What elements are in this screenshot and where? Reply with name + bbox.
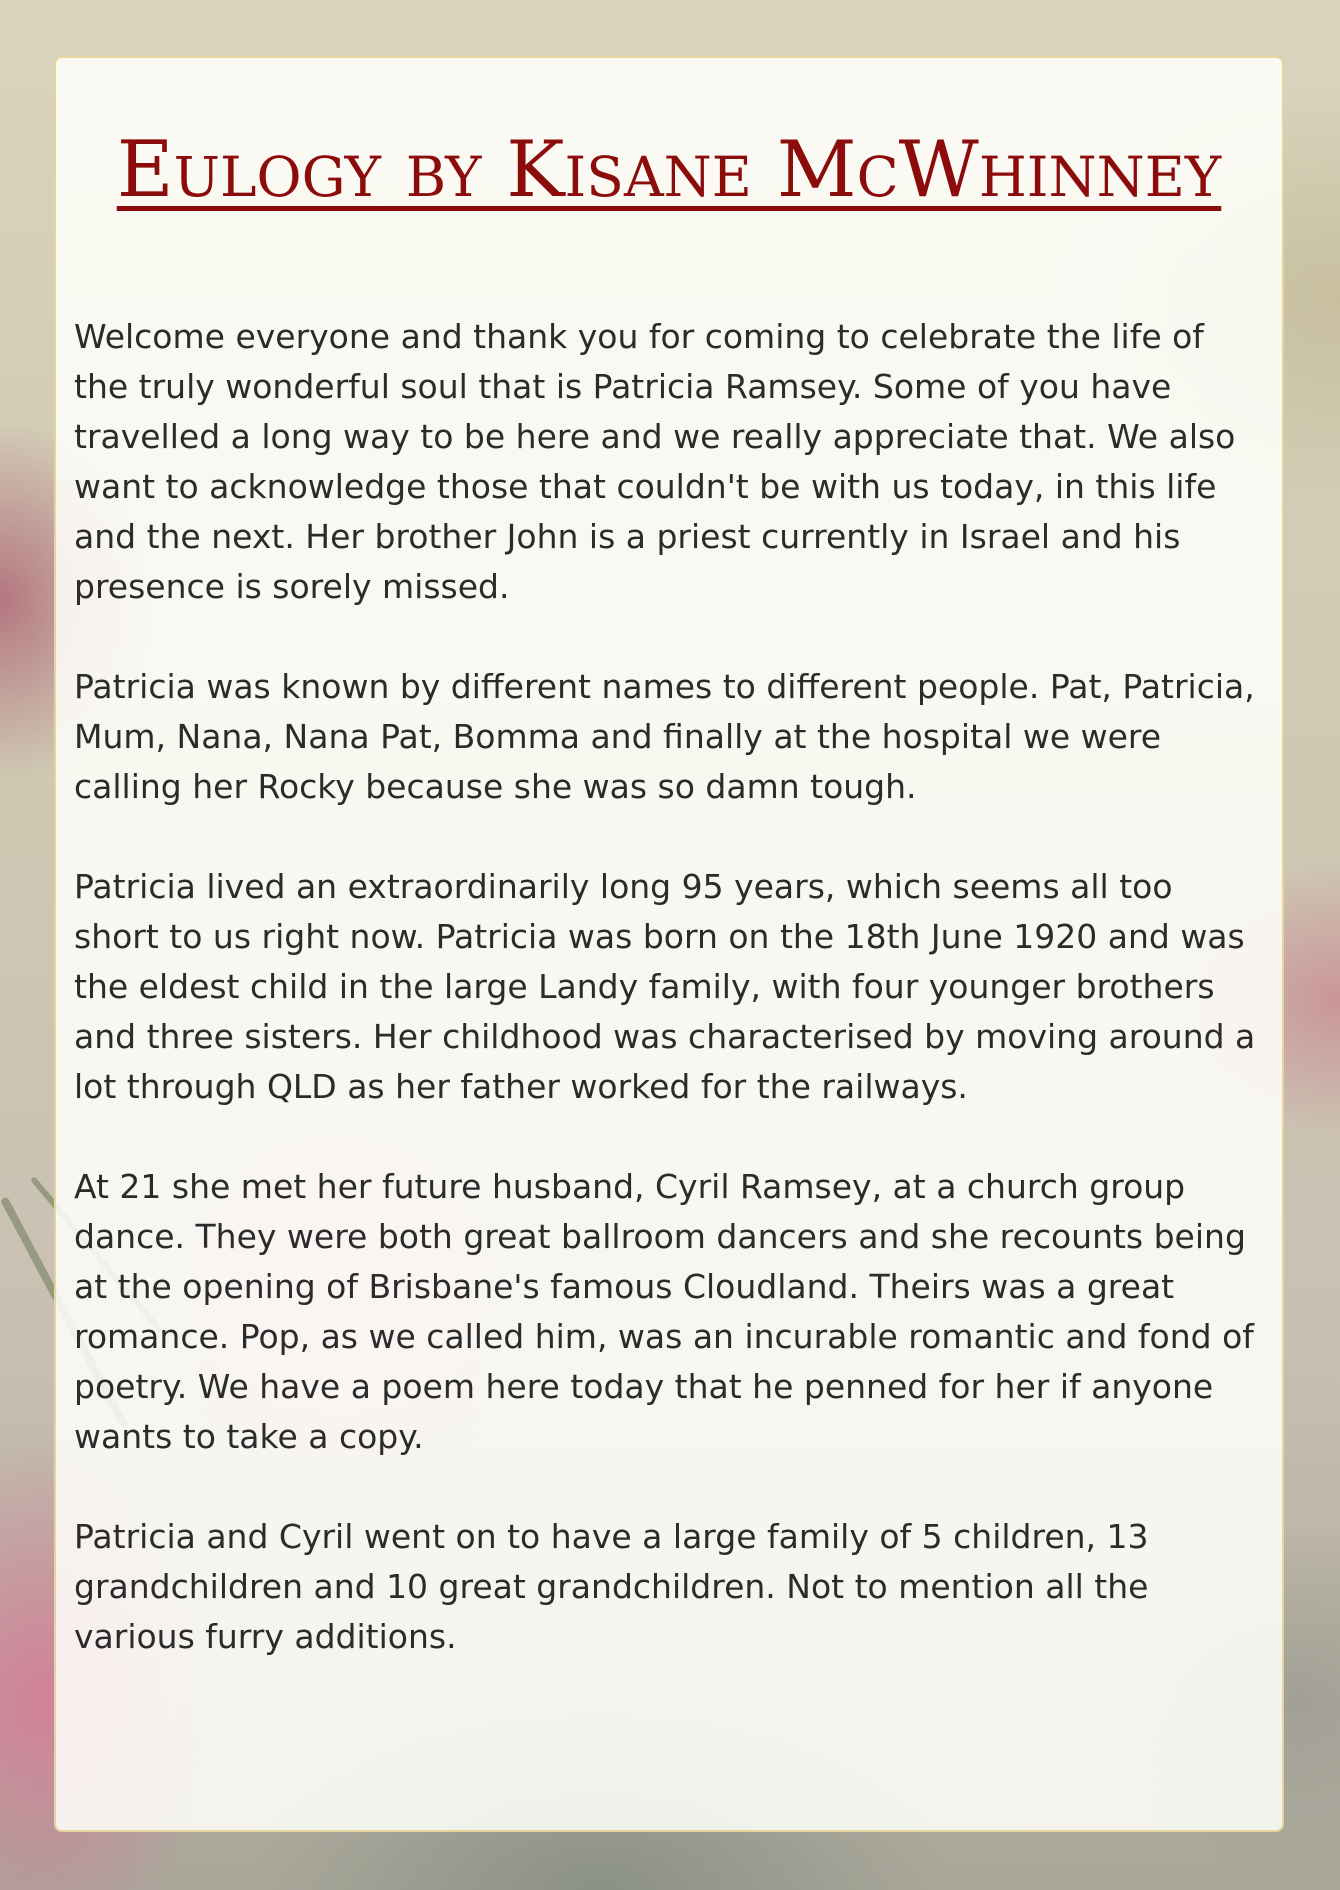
paragraph-early-life: Patricia lived an extraordinarily long 95 years, which seems all too short to us right now. Patricia was born on the 18th June 1920 and was the eldest child in the large Landy family, with four younger brothers and three sisters. Her childhood was characterised by moving around a lot through QLD as her father worked for the railways. <box>74 866 1256 1106</box>
paragraph-family: Patricia and Cyril went on to have a large family of 5 children, 13 grandchildren and 10 great grandchildren. Not to mention all the various furry additions. <box>74 1516 1149 1656</box>
page-title <box>74 126 1264 216</box>
paragraph-marriage: At 21 she met her future husband, Cyril Ramsey, at a church group dance. They were both great ballroom dancers and she recounts being at the opening of Brisbane's famous Cloudland. Theirs was a great romance. Pop, as we called him, was an incurable romantic and fond of poetry. We have a poem here today that he penned for her if anyone wants to take a copy. <box>74 1166 1254 1456</box>
eulogy-body <box>74 312 1264 1662</box>
paragraph-welcome: Welcome everyone and thank you for coming to celebrate the life of the truly wonderful soul that is Patricia Ramsey. Some of you have travelled a long way to be here and we really appreciate that. We also want to acknowledge those that couldn't be with us today, in this life and the next. Her brother John is a priest currently in Israel and his presence is sorely missed. <box>74 316 1236 606</box>
eulogy-card <box>54 56 1284 1832</box>
page-title-text: Eulogy by Kisane McWhinney <box>116 125 1222 215</box>
paragraph-names: Patricia was known by different names to different people. Pat, Patricia, Mum, Nana, Nana Pat, Bomma and finally at the hospital we were calling her Rocky because she was so damn tough. <box>74 666 1255 806</box>
